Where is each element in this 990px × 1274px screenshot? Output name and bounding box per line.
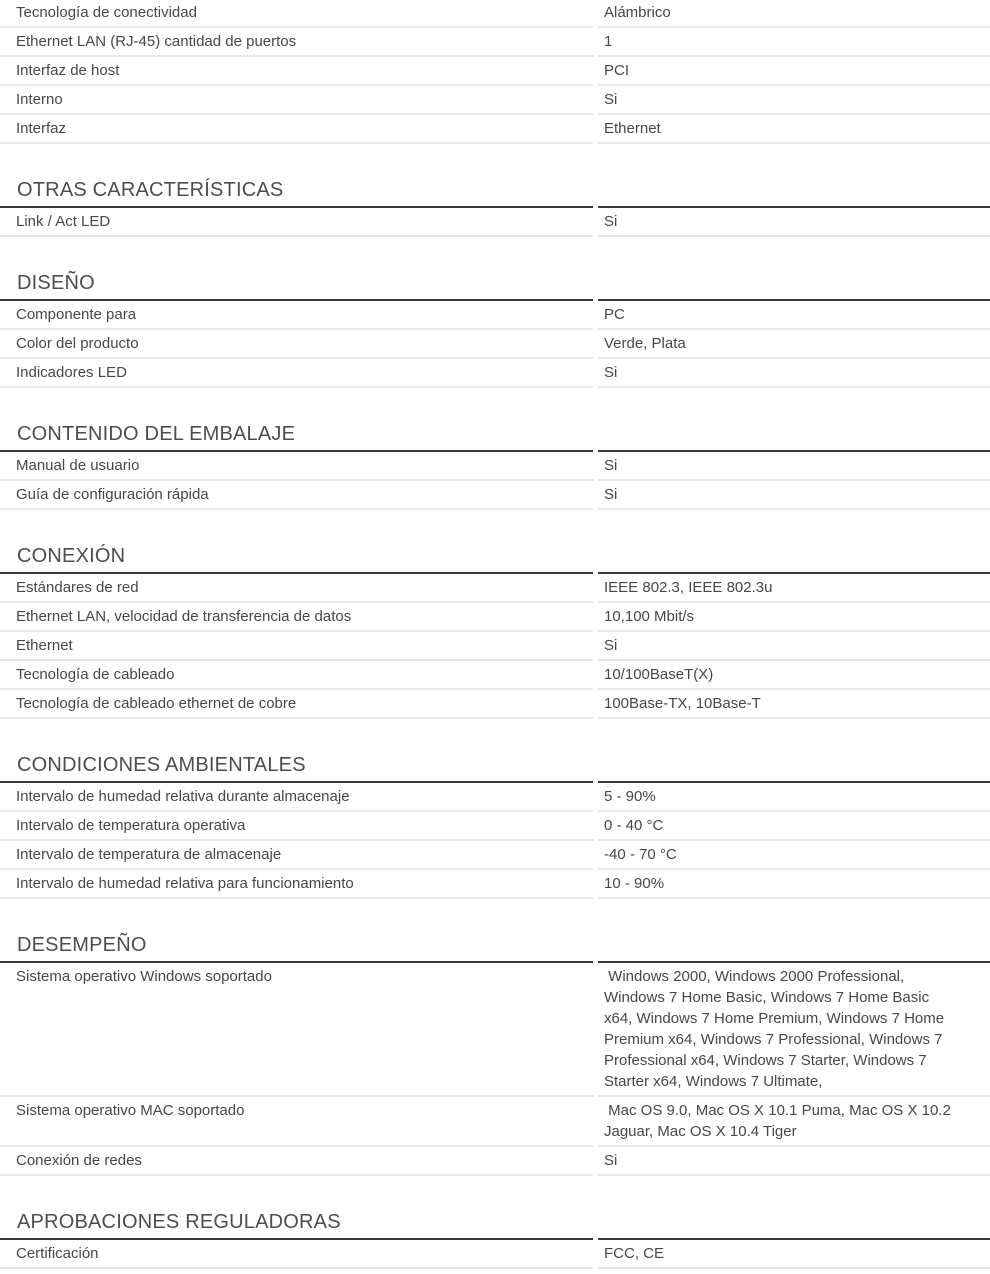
section-title: CONTENIDO DEL EMBALAJE	[17, 423, 296, 445]
spec-value: Alámbrico	[598, 0, 990, 28]
spec-row	[0, 632, 990, 661]
spec-value: Mac OS 9.0, Mac OS X 10.1 Puma, Mac OS X 10.2 Jaguar, Mac OS X 10.4 Tiger	[598, 1097, 990, 1147]
spec-value: -40 - 70 °C	[598, 841, 990, 870]
section-title: OTRAS CARACTERÍSTICAS	[17, 179, 284, 201]
spec-value: Windows 2000, Windows 2000 Professional, Windows 7 Home Basic, Windows 7 Home Basic x64, Windows 7 Home Premium, Windows 7 Home Premium x64, Windows 7 Professional, Windows 7 Professional x64, Windows 7 Starter, Windows 7 Starter x64, Windows 7 Ultimate,	[598, 963, 990, 1097]
spec-value: 5 - 90%	[598, 783, 990, 812]
spec-row	[0, 783, 990, 812]
spec-label: Interno	[0, 86, 593, 115]
section-header	[0, 422, 990, 452]
spec-label: Intervalo de humedad relativa durante almacenaje	[0, 783, 593, 812]
spec-value: Verde, Plata	[598, 330, 990, 359]
section-conectividad	[0, 0, 990, 144]
spec-label: Certificación	[0, 1240, 593, 1269]
spec-value: Ethernet	[598, 115, 990, 144]
spec-row	[0, 1240, 990, 1269]
spec-value: IEEE 802.3, IEEE 802.3u	[598, 574, 990, 603]
spec-row	[0, 1097, 990, 1147]
spec-label: Tecnología de cableado	[0, 661, 593, 690]
section-title: CONDICIONES AMBIENTALES	[17, 754, 306, 776]
spec-value: Si	[598, 632, 990, 661]
spec-value: Si	[598, 481, 990, 510]
section-header	[0, 544, 990, 574]
spec-label: Manual de usuario	[0, 452, 593, 481]
spec-row	[0, 0, 990, 28]
spec-value: PCI	[598, 57, 990, 86]
spec-row	[0, 330, 990, 359]
section-header	[0, 271, 990, 301]
spec-row	[0, 574, 990, 603]
section-title: DISEÑO	[17, 272, 95, 294]
spec-row	[0, 481, 990, 510]
section-title: APROBACIONES REGULADORAS	[17, 1211, 341, 1233]
spec-row	[0, 812, 990, 841]
spec-row	[0, 690, 990, 719]
section-otras-caracteristicas	[0, 178, 990, 237]
spec-row	[0, 841, 990, 870]
spec-label: Intervalo de humedad relativa para funcionamiento	[0, 870, 593, 899]
section-contenido-del-embalaje	[0, 422, 990, 510]
spec-row	[0, 115, 990, 144]
spec-row	[0, 870, 990, 899]
spec-label: Componente para	[0, 301, 593, 330]
section-condiciones-ambientales	[0, 753, 990, 899]
section-diseno	[0, 271, 990, 388]
spec-label: Conexión de redes	[0, 1147, 593, 1176]
section-header	[0, 178, 990, 208]
spec-value: Si	[598, 86, 990, 115]
section-title: DESEMPEÑO	[17, 934, 147, 956]
spec-value: Si	[598, 359, 990, 388]
spec-value: 100Base-TX, 10Base-T	[598, 690, 990, 719]
spec-row	[0, 452, 990, 481]
spec-row	[0, 57, 990, 86]
spec-value: 10 - 90%	[598, 870, 990, 899]
spec-row	[0, 86, 990, 115]
spec-label: Sistema operativo MAC soportado	[0, 1097, 593, 1147]
spec-label: Tecnología de cableado ethernet de cobre	[0, 690, 593, 719]
spec-value: PC	[598, 301, 990, 330]
spec-value: 10,100 Mbit/s	[598, 603, 990, 632]
spec-label: Color del producto	[0, 330, 593, 359]
spec-row	[0, 301, 990, 330]
spec-value: 10/100BaseT(X)	[598, 661, 990, 690]
section-conexion	[0, 544, 990, 719]
section-header	[0, 933, 990, 963]
spec-label: Interfaz	[0, 115, 593, 144]
spec-label: Intervalo de temperatura de almacenaje	[0, 841, 593, 870]
spec-value: 1	[598, 28, 990, 57]
spec-value: Si	[598, 208, 990, 237]
spec-label: Sistema operativo Windows soportado	[0, 963, 593, 1097]
spec-value: 0 - 40 °C	[598, 812, 990, 841]
spec-value: Si	[598, 452, 990, 481]
spec-row	[0, 963, 990, 1097]
spec-label: Intervalo de temperatura operativa	[0, 812, 593, 841]
spec-label: Guía de configuración rápida	[0, 481, 593, 510]
section-aprobaciones-reguladoras	[0, 1210, 990, 1269]
spec-row	[0, 359, 990, 388]
section-desempeno	[0, 933, 990, 1176]
spec-label: Ethernet LAN (RJ-45) cantidad de puertos	[0, 28, 593, 57]
spec-value: FCC, CE	[598, 1240, 990, 1269]
section-header	[0, 753, 990, 783]
section-header	[0, 1210, 990, 1240]
spec-value: Si	[598, 1147, 990, 1176]
spec-row	[0, 208, 990, 237]
spec-row	[0, 1147, 990, 1176]
spec-row	[0, 661, 990, 690]
section-title: CONEXIÓN	[17, 545, 126, 567]
spec-row	[0, 28, 990, 57]
spec-label: Ethernet LAN, velocidad de transferencia de datos	[0, 603, 593, 632]
spec-row	[0, 603, 990, 632]
spec-label: Ethernet	[0, 632, 593, 661]
spec-label: Link / Act LED	[0, 208, 593, 237]
spec-label: Interfaz de host	[0, 57, 593, 86]
spec-label: Indicadores LED	[0, 359, 593, 388]
spec-label: Estándares de red	[0, 574, 593, 603]
spec-label: Tecnología de conectividad	[0, 0, 593, 28]
